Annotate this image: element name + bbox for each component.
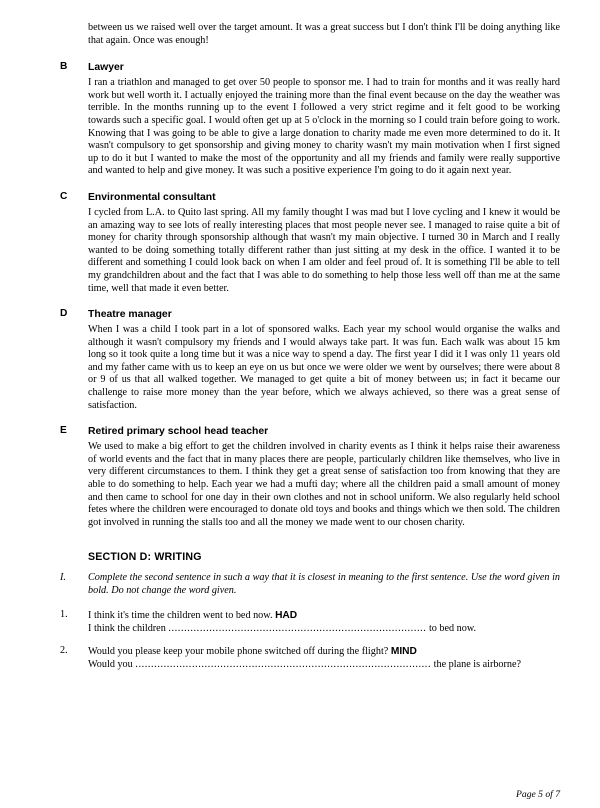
question-prompt-line: [88, 645, 560, 659]
list-item: [60, 425, 560, 529]
intro-paragraph: between us we raised well over the target amount. It was a great success but I don't think I'll be doing anything like that again. Once was enough!: [88, 22, 560, 46]
question-keyword: HAD: [275, 609, 298, 621]
list-item: [60, 190, 560, 295]
item-text: I cycled from L.A. to Quito last spring. All my family thought I was mad but I love cycling and I knew it would be an amazing way to see lots of really interesting places that most people never see. I managed to raise quite a bit of money for charity through sponsorship although that wasn't my main objective. I turned 30 in March and I really wanted to be doing something totally different rather than just sitting at my desk in the office. I wanted it to be different and something I could look back on when I am older and feel proud of. It is something I'll be able to tell my grandchildren about and the fact that I was able to do something to help those less well off than me at the same time, well that made it even better.: [88, 206, 560, 294]
item-title: Environmental consultant: [88, 191, 216, 203]
item-text: I ran a triathlon and managed to get over 50 people to sponsor me. I had to train for months and it was really hard work but well worth it. I actually enjoyed the training more than the final event because on the day the weather was terrible. In the months running up to the event I followed a very strict regime and it felt good to be working towards such a specific goal. I would often get up at 5 o'clock in the morning so I could train before going to work. Knowing that I was going to be able to give a large donation to charity made me even more determined to do it. It wasn't compulsory to get sponsorship and giving money to charity wasn't my main motivation when I first signed up to do it but I wanted to make the most of the opportunity and all my friends and family were really supportive and wanted to help and give money. It was such a positive experience I'm going to do it again next year.: [88, 77, 560, 177]
item-title: Retired primary school head teacher: [88, 426, 269, 438]
task-instruction-text: Complete the second sentence in such a way that it is closest in meaning to the first sentence. Use the word given in bold. Do not change the word given.: [88, 572, 560, 596]
item-letter: D: [60, 308, 68, 320]
answer-line[interactable]: [88, 622, 560, 636]
section-heading: SECTION D: WRITING: [88, 551, 202, 564]
question-prompt-line: [88, 609, 560, 623]
answer-prefix: I think the children: [88, 623, 166, 635]
item-title: Theatre manager: [88, 309, 172, 321]
question-keyword: MIND: [390, 645, 417, 657]
answer-blank[interactable]: ..............................................................................................: [135, 659, 432, 671]
answer-line[interactable]: [88, 658, 560, 672]
item-letter: C: [60, 190, 68, 202]
answer-suffix: to bed now.: [428, 623, 477, 635]
answer-suffix: the plane is airborne?: [433, 659, 522, 671]
question-item: [60, 644, 560, 672]
question-prompt: I think it's time the children went to bed now.: [88, 609, 273, 621]
task-number: I.: [60, 572, 66, 584]
page-footer: Page 5 of 7: [516, 789, 560, 800]
item-title: Lawyer: [88, 62, 124, 74]
question-item: [60, 608, 560, 636]
list-item: [60, 308, 560, 412]
answer-blank[interactable]: ..................................................................................: [168, 623, 427, 635]
question-number: 2.: [60, 644, 68, 656]
item-letter: E: [60, 425, 67, 437]
list-item: [60, 61, 560, 178]
question-number: 1.: [60, 608, 68, 620]
item-letter: B: [60, 61, 68, 73]
answer-prefix: Would you: [88, 659, 133, 671]
task-instruction: [60, 572, 560, 597]
item-text: We used to make a big effort to get the children involved in charity events as I think it helps raise their awareness of world events and the fact that in many places there are people, particularly children like themselves, who live in very different circumstances to them. I think they get a great sense of satisfaction too from knowing that they are able to do something to help. Each year we had a mufti day; where all the children paid a small amount of money and then came to school for one day in their own clothes and not in school uniform. We also regularly held school fetes where the children were encouraged to donate old toys and books and things which we then sold. The children got involved in running the stalls too and all the money we made went to our chosen charity.: [88, 441, 560, 528]
question-prompt: Would you please keep your mobile phone switched off during the flight?: [88, 645, 389, 657]
item-text: When I was a child I took part in a lot of sponsored walks. Each year my school would organise the walks and although it wasn't compulsory my friends and I would always take part. It was fun. Each walk was about 15 km long so it took quite a long time but it was a nice way to spend a day. The first year I did it I was only 11 years old and my father came with us to keep an eye on us but once we were older we went by ourselves; there were about 8 or 9 of us that all walked together. We managed to get quite a bit of money between us; in fact it became our challenge to raise more money than the year before, which we always achieved, so there was a great sense of satisfaction.: [88, 324, 560, 411]
